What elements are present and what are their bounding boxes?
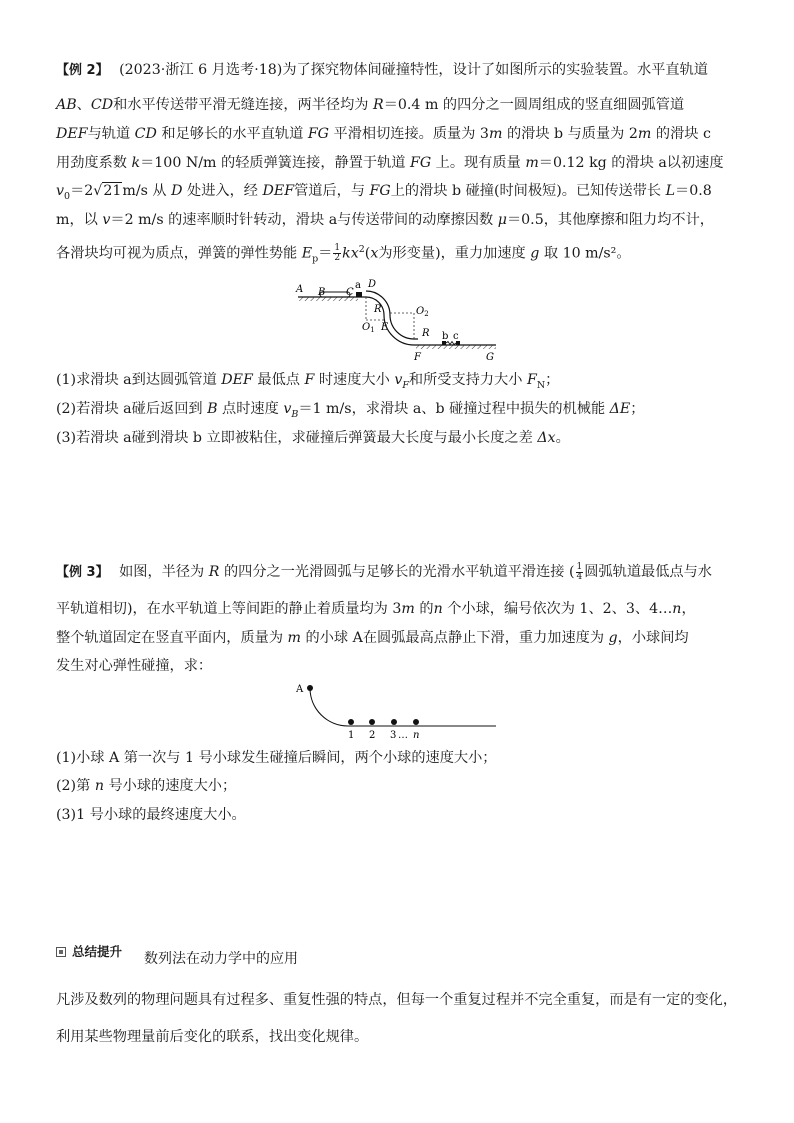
O2-letter: O (416, 306, 425, 317)
text-span: ＝0.4 m 的四分之一圆周组成的竖直细圆弧管道 (383, 97, 685, 113)
text-span: 的滑块 c (655, 126, 711, 142)
label-2: 2 (369, 730, 376, 741)
text-span: 用劲度系数 (56, 155, 127, 171)
subscript: N (536, 379, 546, 391)
text-span: (2)第 (56, 778, 91, 794)
text-span: 、 (76, 97, 91, 113)
label-F: F (414, 352, 421, 363)
var-m: m (525, 155, 539, 171)
text-span: 号小球的速度大小； (108, 778, 237, 794)
summary-label (56, 942, 122, 960)
text-span: 各滑块均可视为质点，弹簧的弹性势能 (56, 245, 298, 262)
var-FG: FG (369, 183, 391, 199)
var-kx: kx (342, 245, 359, 262)
var-D: D (171, 183, 183, 199)
ball-n (413, 719, 419, 725)
var-R: R (373, 97, 384, 113)
var-CD: CD (90, 97, 114, 113)
label-b: b (442, 331, 449, 342)
text-span: 为了探究物体间碰撞特性，设计了如图所示的实验装置。水平直轨道 (282, 62, 708, 78)
var-mu: μ (497, 212, 507, 228)
var-FG: FG (307, 126, 330, 142)
fraction-numerator: 1 (576, 561, 583, 572)
slider-a (356, 292, 362, 297)
example-3-question-1 (56, 748, 496, 768)
label-C: C (346, 287, 354, 298)
summary-box-icon (56, 947, 66, 957)
text-span: (2)若滑块 a碰后返回到 (56, 401, 203, 417)
text-span: ＝0.8 (675, 183, 712, 199)
var-DEF: DEF (221, 372, 253, 388)
subscript: F (402, 379, 409, 391)
text-span: 如图，半径为 (119, 564, 205, 580)
var-B: B (207, 401, 218, 417)
text-span: 时速度大小 (318, 372, 390, 388)
var-n: n (94, 778, 104, 794)
text-span: 整个轨道固定在竖直平面内，质量为 (56, 630, 284, 646)
label-G: G (486, 352, 494, 363)
fraction-numerator: 1 (334, 243, 341, 254)
text-span: ＝100 N/m 的轻质弹簧连接，静置于轨道 (140, 155, 406, 171)
var-n: n (672, 601, 682, 617)
var-DEF: DEF (262, 183, 295, 199)
text-span: 的 (419, 601, 434, 617)
ball-3 (391, 719, 397, 725)
text-span: 上的滑块 b 碰撞(时间极短)。已知传送带长 (390, 183, 662, 199)
text-span: 上。现有质量 (435, 155, 521, 171)
text-span: 为形变量)，重力加速度 (378, 245, 526, 262)
text-span: m/s 从 (122, 183, 167, 199)
var-m: m (637, 126, 652, 142)
var-g: g (608, 630, 618, 646)
ball-2 (369, 719, 375, 725)
text-span: ＝2 m/s 的速率顺时针转动，滑块 a与传送带间的动摩擦因数 (110, 212, 494, 228)
text-span: 最低点 (257, 372, 300, 388)
example-3-line-1 (56, 562, 712, 583)
example-3-question-2 (56, 776, 236, 796)
text-span: ( (364, 245, 371, 262)
label-3: 3 (390, 730, 397, 741)
example-3-question-3 (56, 805, 246, 825)
ball-1 (348, 719, 354, 725)
example-2-line-7 (56, 240, 631, 270)
lower-track-hatch (416, 345, 496, 349)
text-span: 与轨道 (87, 126, 131, 142)
label-c: c (453, 331, 459, 342)
sqrt-sign: √ (93, 183, 103, 199)
text-span: ； (545, 372, 560, 388)
var-x: x (370, 245, 379, 262)
subscript: p (312, 253, 319, 265)
var-m: m (488, 126, 503, 142)
text-span: 和水平传送带平滑无缝连接，两半径均为 (113, 97, 369, 113)
text-span: 凡涉及数列的物理问题具有过程多、重复性强的特点，但每一个重复过程并不完全重复，而是有一定的变化， (56, 992, 738, 1008)
text-span: (1)小球 A 第一次与 1 号小球发生碰撞后瞬间，两个小球的速度大小； (56, 750, 497, 766)
text-span: 个小球，编号依次为 1、2、3、4… (447, 601, 673, 617)
example-2-tag: 【例 2】 (56, 63, 109, 78)
O1-sub: 1 (370, 326, 375, 334)
text-span: ＝1 m/s，求滑块 a、b 碰撞过程中损失的机械能 (298, 401, 606, 417)
quarter-arc-track (310, 688, 348, 726)
summary-label-text: 总结提升 (72, 944, 123, 959)
var-v: v (56, 183, 65, 199)
text-span: 和足够长的水平直轨道 (161, 126, 304, 142)
label-A: A (296, 684, 304, 695)
var-m: m (401, 601, 415, 617)
text-span: 圆弧轨道最低点与水 (584, 564, 712, 580)
text-span: 和所受支持力大小 (408, 372, 523, 388)
label-a: a (355, 280, 361, 291)
text-span: ＝2 (70, 183, 94, 199)
fraction-half (333, 244, 341, 263)
superscript: 2 (358, 244, 365, 255)
label-A: A (296, 284, 304, 295)
example-3-figure (292, 680, 502, 742)
var-E: E (301, 245, 313, 262)
text-span: 处进入，经 (187, 183, 258, 199)
label-n: n (413, 730, 420, 741)
var-DEF: DEF (56, 126, 88, 142)
text-span: 的四分之一光滑圆弧与足够长的光滑水平轨道平滑连接 (223, 564, 565, 580)
text-span: ，小球间均 (617, 630, 689, 646)
label-dots: … (398, 730, 408, 741)
text-span: ， (681, 601, 696, 617)
label-1: 1 (348, 730, 355, 741)
text-span: ( (568, 564, 575, 580)
text-span: 的小球 A在圆弧最高点静止下滑，重力加速度为 (305, 630, 605, 646)
example-2-question-3 (56, 428, 570, 448)
example-2-question-2 (56, 399, 644, 425)
O2-sub: 2 (424, 310, 429, 318)
label-E: E (381, 322, 389, 333)
text-span: 利用某些物理量前后变化的联系，找出变化规律。 (56, 1029, 369, 1045)
var-delta-E: ΔE (609, 401, 631, 417)
var-F: F (304, 372, 315, 388)
text-span: ＝0.12 kg 的滑块 a以初速度 (538, 155, 724, 171)
var-CD: CD (134, 126, 157, 142)
label-D: D (368, 279, 377, 290)
example-3-line-3 (56, 628, 689, 648)
subscript: B (291, 408, 299, 420)
sqrt-radicand: 21 (103, 183, 122, 199)
var-m: m (287, 630, 301, 646)
text-span: 平轨道相切)，在水平轨道上等间距的静止着质量均为 3 (56, 601, 402, 617)
fraction-denominator: 4 (576, 571, 583, 582)
example-2-line-5 (56, 181, 712, 207)
var-F: F (526, 372, 537, 388)
example-2-source: (2023·浙江 6 月选考·18) (119, 62, 283, 78)
example-3-tag: 【例 3】 (56, 565, 109, 580)
example-3-line-4 (56, 656, 212, 676)
text-span: (1)求滑块 a到达圆弧管道 (56, 372, 217, 388)
O1-letter: O (362, 322, 371, 333)
summary-title: 数列法在动力学中的应用 (144, 951, 298, 967)
label-R2: R (422, 328, 430, 339)
example-2-line-1 (56, 60, 708, 81)
var-L: L (665, 183, 676, 199)
text-span: 点时速度 (222, 401, 279, 417)
var-v: v (394, 372, 403, 388)
var-AB: AB (56, 97, 77, 113)
text-span: (3)1 号小球的最终速度大小。 (56, 807, 246, 823)
var-v: v (102, 212, 111, 228)
example-2-question-1 (56, 370, 559, 396)
var-k: k (131, 155, 141, 171)
label-R1: R (374, 304, 382, 315)
fraction-denominator: 2 (334, 253, 341, 264)
label-O1 (362, 322, 375, 334)
example-2-line-3 (56, 124, 711, 144)
var-FG: FG (409, 155, 432, 171)
example-2-line-2 (56, 95, 684, 115)
example-3-line-2 (56, 599, 696, 619)
label-B: B (318, 287, 326, 298)
var-g: g (530, 245, 540, 262)
ball-A (307, 685, 313, 691)
summary-paragraph-line-2 (56, 1027, 368, 1047)
text-span: 管道后，与 (294, 183, 366, 199)
text-span: 的滑块 b 与质量为 2 (506, 126, 638, 142)
example-2-line-4 (56, 153, 724, 173)
var-R: R (208, 564, 220, 580)
var-n: n (433, 601, 443, 617)
text-span: 取 10 m/s²。 (543, 245, 631, 262)
text-span: ＝ (318, 245, 333, 262)
fraction-quarter (576, 563, 584, 582)
summary-paragraph-line-1 (56, 990, 737, 1010)
label-O2 (416, 306, 429, 318)
text-span: 发生对心弹性碰撞，求： (56, 658, 213, 674)
var-delta-x: Δx (537, 430, 556, 446)
example-2-figure (290, 276, 510, 368)
text-span: ＝0.5，其他摩擦和阻力均不计， (506, 212, 714, 228)
example-2-line-6 (56, 210, 714, 230)
subscript: 0 (64, 190, 71, 202)
text-span: 。 (555, 430, 570, 446)
text-span: m，以 (56, 212, 98, 228)
text-span: (3)若滑块 a碰到滑块 b 立即被粘住，求碰撞后弹簧最大长度与最小长度之差 (56, 430, 533, 446)
var-v: v (283, 401, 292, 417)
text-span: 平滑相切连接。质量为 3 (333, 126, 489, 142)
text-span: ； (630, 401, 645, 417)
